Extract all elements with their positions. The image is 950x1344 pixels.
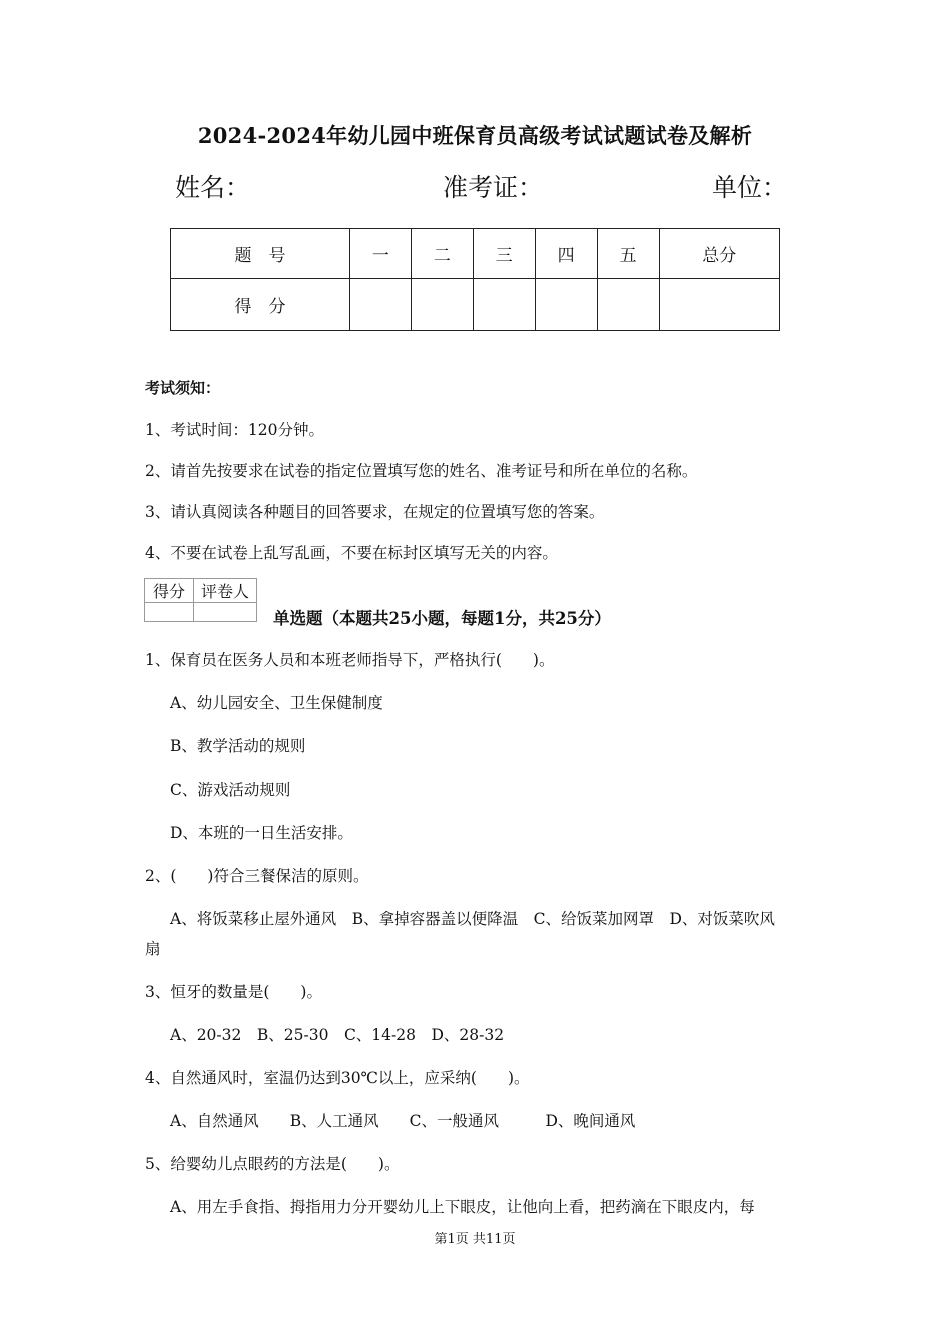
question-option: A、幼儿园安全、卫生保健制度 (170, 694, 383, 712)
question-stem: 2、( )符合三餐保洁的原则。 (145, 867, 369, 885)
score-input-cell[interactable] (535, 279, 597, 331)
score-table-header-cell: 一 (349, 229, 411, 279)
score-table-header-cell: 四 (535, 229, 597, 279)
question-option: D、本班的一日生活安排。 (170, 824, 353, 842)
question-options-line: A、20-32 B、25-30 C、14-28 D、28-32 (170, 1026, 505, 1044)
score-table-header-row (171, 229, 780, 279)
score-input-cell[interactable] (411, 279, 473, 331)
instruction-item: 4、不要在试卷上乱写乱画，不要在标封区填写无关的内容。 (145, 544, 558, 562)
instructions-heading: 考试须知： (145, 379, 221, 397)
question-stem: 5、给婴幼儿点眼药的方法是( )。 (145, 1155, 400, 1173)
question-options-line: A、将饭菜移止屋外通风 B、拿掉容器盖以便降温 C、给饭菜加网罩 D、对饭菜吹风 (170, 910, 775, 928)
question-option: C、游戏活动规则 (170, 781, 291, 799)
score-input-cell[interactable] (473, 279, 535, 331)
name-field-label: 姓名： (175, 173, 251, 202)
grader-score-cell[interactable] (145, 603, 194, 622)
score-table (170, 228, 780, 331)
score-table-score-row (171, 279, 780, 331)
question-stem: 3、恒牙的数量是( )。 (145, 983, 322, 1001)
page-footer: 第1页 共11页 (434, 1232, 516, 1247)
question-options-wrap: 扇 (145, 940, 161, 958)
question-stem: 4、自然通风时，室温仍达到30℃以上，应采纳( )。 (145, 1069, 530, 1087)
question-options-line: A、自然通风 B、人工通风 C、一般通风 D、晚间通风 (170, 1112, 636, 1130)
question-options-line: A、用左手食指、拇指用力分开婴幼儿上下眼皮，让他向上看，把药滴在下眼皮内，每 (170, 1198, 755, 1216)
unit-field-label: 单位： (712, 173, 788, 202)
grader-name-cell[interactable] (194, 603, 257, 622)
instruction-item: 2、请首先按要求在试卷的指定位置填写您的姓名、准考证号和所在单位的名称。 (145, 462, 698, 480)
grader-score-label: 得分 (145, 579, 194, 603)
score-table-header-cell: 题 号 (171, 229, 350, 279)
score-table-header-cell: 五 (597, 229, 659, 279)
document-title: 2024-2024年幼儿园中班保育员高级考试试题试卷及解析 (197, 123, 753, 148)
grader-name-label: 评卷人 (194, 579, 257, 603)
instruction-item: 3、请认真阅读各种题目的回答要求，在规定的位置填写您的答案。 (145, 503, 605, 521)
score-table-header-cell: 三 (473, 229, 535, 279)
exam-number-field-label: 准考证： (443, 173, 544, 202)
question-stem: 1、保育员在医务人员和本班老师指导下，严格执行( )。 (145, 651, 555, 669)
score-input-cell[interactable] (349, 279, 411, 331)
grader-box (144, 578, 257, 622)
score-input-cell[interactable] (597, 279, 659, 331)
candidate-info-fields (175, 168, 788, 208)
section-title: 单选题（本题共25小题，每题1分，共25分） (273, 609, 611, 628)
score-input-cell[interactable] (659, 279, 779, 331)
instruction-item: 1、考试时间：120分钟。 (145, 421, 324, 439)
score-table-header-cell: 二 (411, 229, 473, 279)
score-table-header-cell: 总分 (659, 229, 779, 279)
question-option: B、教学活动的规则 (170, 737, 306, 755)
score-row-label: 得 分 (171, 279, 350, 331)
